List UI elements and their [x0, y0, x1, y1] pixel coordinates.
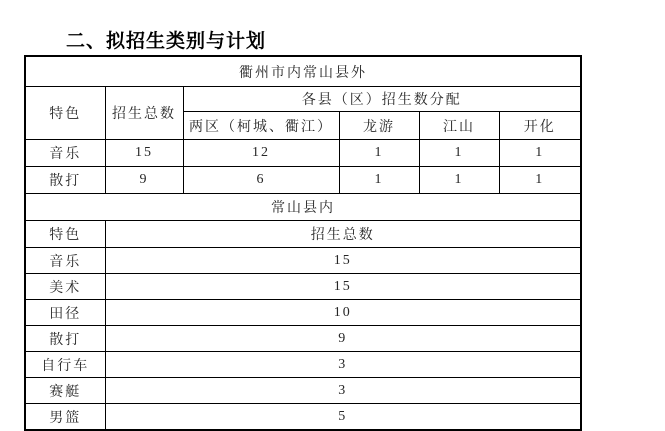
jiangshan-cell: 1	[419, 167, 499, 194]
specialty-cell: 男篮	[25, 404, 105, 431]
specialty-cell: 田径	[25, 300, 105, 326]
total-cell: 3	[105, 378, 581, 404]
header-longyou: 龙游	[339, 112, 419, 140]
header-specialty-inside: 特色	[25, 221, 105, 248]
specialty-cell: 音乐	[25, 248, 105, 274]
header-two-districts: 两区（柯城、衢江）	[183, 112, 339, 140]
table-row	[25, 352, 581, 378]
total-cell: 3	[105, 352, 581, 378]
longyou-cell: 1	[339, 167, 419, 194]
jiangshan-cell: 1	[419, 140, 499, 167]
specialty-cell: 赛艇	[25, 378, 105, 404]
kaihua-cell: 1	[499, 167, 581, 194]
total-cell: 15	[105, 140, 183, 167]
two-districts-cell: 6	[183, 167, 339, 194]
table-row	[25, 167, 581, 194]
specialty-cell: 美术	[25, 274, 105, 300]
total-cell: 9	[105, 167, 183, 194]
header-jiangshan: 江山	[419, 112, 499, 140]
header-total-inside: 招生总数	[105, 221, 581, 248]
total-cell: 5	[105, 404, 581, 431]
total-cell: 15	[105, 274, 581, 300]
total-cell: 9	[105, 326, 581, 352]
section-header-outside: 衢州市内常山县外	[25, 56, 581, 87]
table-row	[25, 326, 581, 352]
doc-title: 二、拟招生类别与计划	[66, 30, 267, 52]
table-row	[25, 378, 581, 404]
table-row	[25, 300, 581, 326]
header-specialty-outside: 特色	[25, 87, 105, 140]
enrollment-table	[24, 55, 582, 431]
header-row-outside	[25, 87, 581, 112]
section-header-row-inside	[25, 194, 581, 221]
table-row	[25, 404, 581, 431]
header-row-inside	[25, 221, 581, 248]
total-cell: 10	[105, 300, 581, 326]
table-row	[25, 274, 581, 300]
kaihua-cell: 1	[499, 140, 581, 167]
section-header-inside: 常山县内	[25, 194, 581, 221]
header-total-outside: 招生总数	[105, 87, 183, 140]
header-distribution: 各县（区）招生数分配	[183, 87, 581, 112]
table-row	[25, 140, 581, 167]
table-row	[25, 248, 581, 274]
section-header-row-outside	[25, 56, 581, 87]
specialty-cell: 自行车	[25, 352, 105, 378]
longyou-cell: 1	[339, 140, 419, 167]
specialty-cell: 音乐	[25, 140, 105, 167]
specialty-cell: 散打	[25, 167, 105, 194]
specialty-cell: 散打	[25, 326, 105, 352]
total-cell: 15	[105, 248, 581, 274]
header-kaihua: 开化	[499, 112, 581, 140]
two-districts-cell: 12	[183, 140, 339, 167]
